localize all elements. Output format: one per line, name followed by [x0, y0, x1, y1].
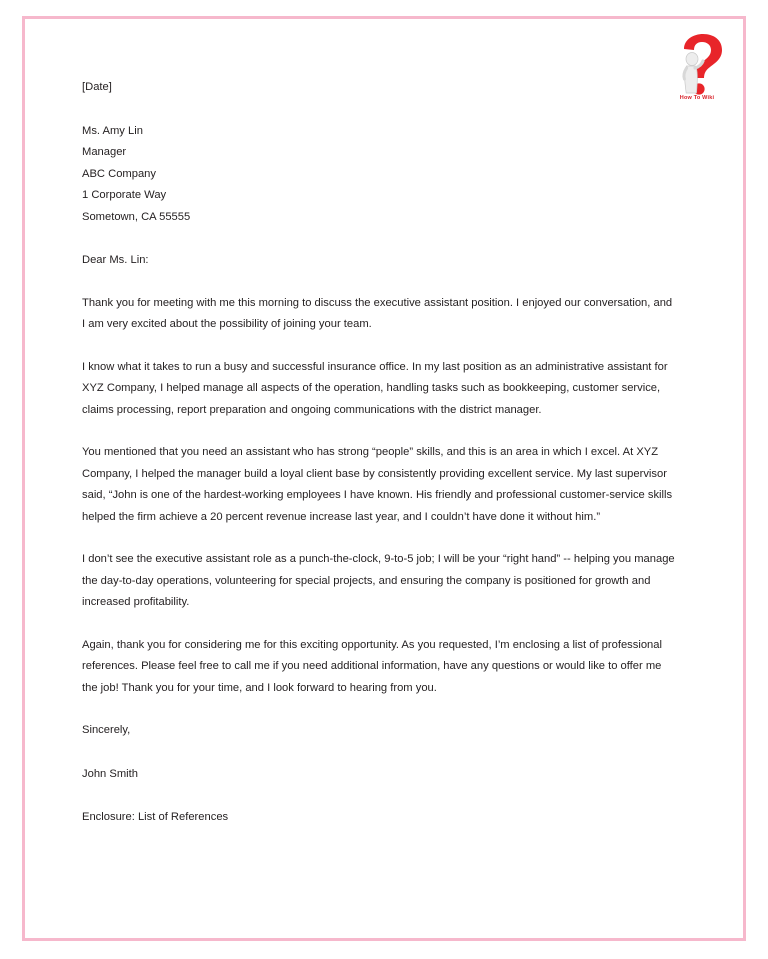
body-paragraph-5: Again, thank you for considering me for this exciting opportunity. As you requested, I’m enclosing a list of professional references. Please feel free to call me if you need additional information, have any questions or would like to offer me the job! Thank you for your time, and I look forward to hearing from you.: [82, 638, 662, 694]
body-paragraph-3: You mentioned that you need an assistant who has strong “people” skills, and this is an area in which I excel. At XYZ Company, I helped the manager build a loyal client base by consistently providing excellent service. My last supervisor said, “John is one of the hardest-working employees I have known. His friendly and professional customer-service skills helped the firm achieve a 20 percent revenue increase last year, and I couldn’t have done it without him.”: [82, 446, 673, 523]
recipient-city-state-zip: Sometown, CA 55555: [82, 210, 191, 223]
recipient-company: ABC Company: [82, 167, 156, 180]
signature-name: John Smith: [82, 767, 138, 780]
body-paragraph-1: Thank you for meeting with me this morning to discuss the executive assistant position. I enjoyed our conversation, and I am very excited about the possibility of joining your team.: [82, 296, 673, 330]
recipient-address-block: [82, 121, 678, 229]
date-line: [Date]: [82, 81, 112, 93]
body-paragraph-4: I don’t see the executive assistant role as a punch-the-clock, 9-to-5 job; I will be your “right hand” -- helping you manage the day-to-day operations, volunteering for special projects, and ensuring the company is positioned for growth and increased profitability.: [82, 553, 675, 608]
letter-body: [82, 77, 678, 829]
enclosure-line: Enclosure: List of References: [82, 811, 229, 823]
salutation: Dear Ms. Lin:: [82, 254, 149, 266]
logo-caption: How To Wiki: [679, 95, 715, 101]
letter-page-frame: [22, 16, 746, 941]
body-paragraph-2: I know what it takes to run a busy and successful insurance office. In my last position as an administrative assistant for XYZ Company, I helped manage all aspects of the operation, handling tasks such as bookkeeping, customer service, claims processing, report preparation and ongoing communications with the district manager.: [82, 360, 668, 416]
closing-line: Sincerely,: [82, 724, 131, 736]
recipient-title: Manager: [82, 146, 127, 158]
recipient-street: 1 Corporate Way: [82, 189, 167, 201]
letter-sheet: [25, 19, 743, 938]
recipient-name: Ms. Amy Lin: [82, 124, 143, 137]
